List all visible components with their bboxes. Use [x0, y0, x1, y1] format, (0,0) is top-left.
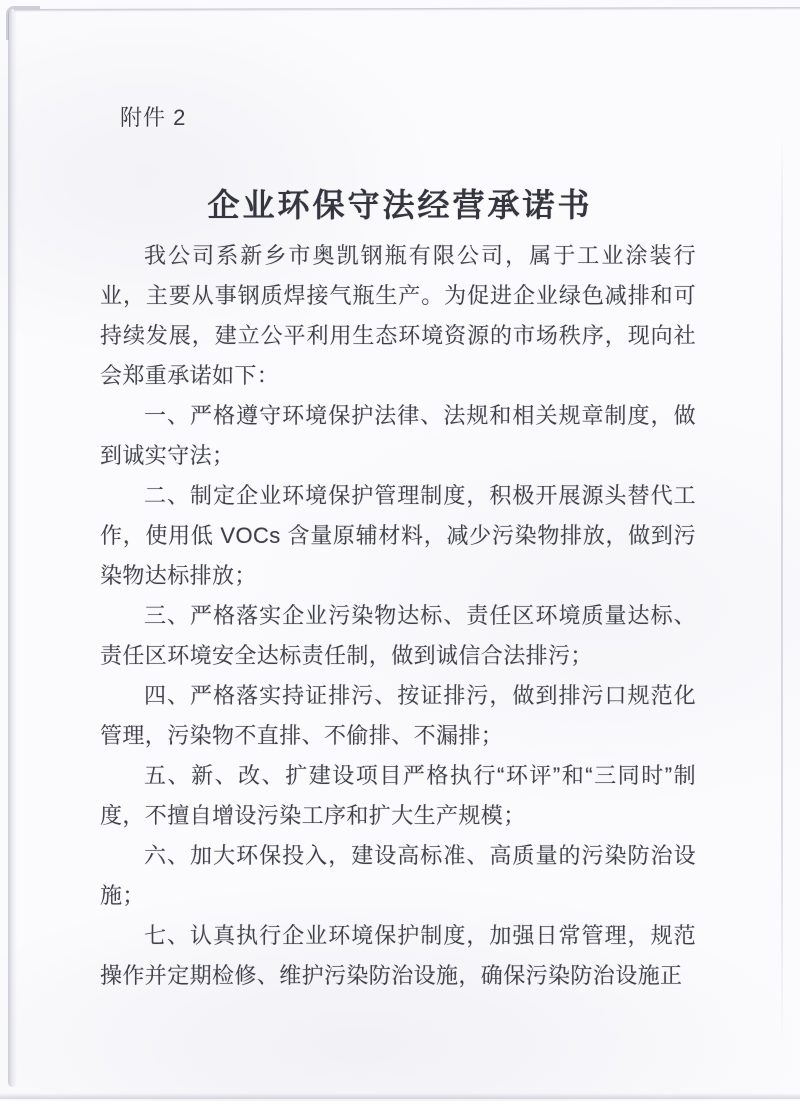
document-body [100, 236, 696, 996]
commitment-item-5: 五、新、改、扩建设项目严格执行“环评”和“三同时”制度，不擅自增设污染工序和扩大生产规模； [100, 763, 696, 828]
commitment-item-4: 四、严格落实持证排污、按证排污，做到排污口规范化管理，污染物不直排、不偷排、不漏排； [100, 683, 696, 748]
intro-paragraph: 我公司系新乡市奥凯钢瓶有限公司，属于工业涂装行业，主要从事钢质焊接气瓶生产。为促进企业绿色减排和可持续发展，建立公平利用生态环境资源的市场秩序，现向社会郑重承诺如下： [100, 243, 696, 388]
commitment-item-2: 二、制定企业环境保护管理制度，积极开展源头替代工作，使用低 VOCs 含量原辅材料，减少污染物排放，做到污染物达标排放； [100, 483, 696, 588]
paper-fold-line [781, 130, 783, 1051]
commitment-item-1: 一、严格遵守环境保护法律、法规和相关规章制度，做到诚实守法； [100, 403, 696, 468]
paper-left-edge [8, 10, 17, 1087]
commitment-item-7: 七、认真执行企业环境保护制度，加强日常管理，规范操作并定期检修、维护污染防治设施，确保污染防治设施正 [100, 923, 696, 988]
commitment-item-3: 三、严格落实企业污染物达标、责任区环境质量达标、责任区环境安全达标责任制，做到诚信合法排污； [100, 603, 696, 668]
paper-top-edge [14, 7, 800, 12]
paper-bottom-edge [0, 1093, 800, 1099]
attachment-label: 附件 2 [120, 105, 187, 130]
commitment-item-6: 六、加大环保投入，建设高标准、高质量的污染防治设施； [100, 843, 696, 908]
document-title: 企业环保守法经营承诺书 [207, 187, 593, 223]
